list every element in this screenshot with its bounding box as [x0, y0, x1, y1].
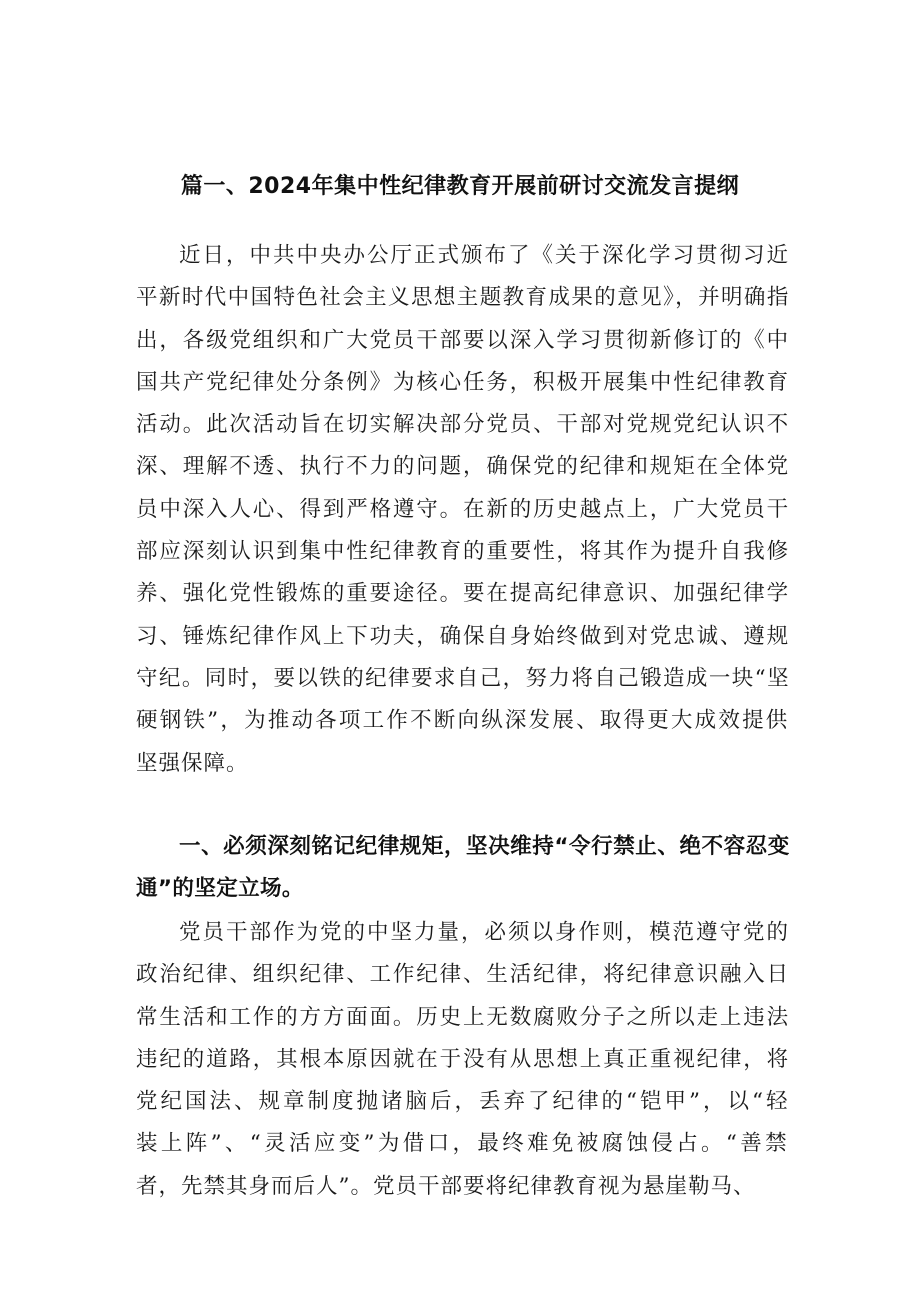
text-line: 国共产党纪律处分条例》为核心任务，积极开展集中性纪律教育 [136, 369, 791, 395]
text-line: 党纪国法、规章制度抛诸脑后，丢弃了纪律的“铠甲”，以“轻 [136, 1089, 791, 1115]
heading-line: 通”的坚定立场。 [136, 876, 304, 902]
text-line: 政治纪律、组织纪律、工作纪律、生活纪律，将纪律意识融入日 [136, 962, 791, 988]
text-line: 者，先禁其身而后人”。党员干部要将纪律教育视为悬崖勒马、 [136, 1173, 756, 1199]
text-line: 活动。此次活动旨在切实解决部分党员、干部对党规党纪认识不 [136, 412, 791, 438]
document-title: 篇一、2024年集中性纪律教育开展前研讨交流发言提纲 [180, 174, 740, 199]
text-line: 出，各级党组织和广大党员干部要以深入学习贯彻新修订的《中 [136, 327, 791, 353]
text-line: 习、锤炼纪律作风上下功夫，确保自身始终做到对党忠诚、遵规 [136, 623, 791, 649]
text-line: 硬钢铁”，为推动各项工作不断向纵深发展、取得更大成效提供 [136, 708, 790, 734]
text-line: 养、强化党性锻炼的重要途径。要在提高纪律意识、加强纪律学 [136, 581, 791, 607]
text-line: 近日，中共中央办公厅正式颁布了《关于深化学习贯彻习近 [179, 243, 791, 268]
text-line: 党员干部作为党的中坚力量，必须以身作则，模范遵守党的 [179, 920, 791, 945]
text-line: 平新时代中国特色社会主义思想主题教育成果的意见》，并明确指 [136, 285, 790, 311]
heading-line: 一、必须深刻铭记纪律规矩，坚决维持“令行禁止、绝不容忍变 [179, 834, 790, 859]
paragraph-intro [136, 235, 790, 785]
text-line: 装上阵”、“灵活应变”为借口，最终难免被腐蚀侵占。“善禁 [136, 1131, 790, 1157]
text-line: 违纪的道路，其根本原因就在于没有从思想上真正重视纪律，将 [136, 1046, 791, 1072]
section-heading-1 [136, 826, 790, 911]
text-line: 坚强保障。 [136, 750, 249, 776]
text-line: 常生活和工作的方方面面。历史上无数腐败分子之所以走上违法 [136, 1004, 791, 1030]
text-line: 深、理解不透、执行不力的问题，确保党的纪律和规矩在全体党 [136, 454, 791, 480]
text-line: 员中深入人心、得到严格遵守。在新的历史越点上，广大党员干 [136, 496, 791, 522]
text-line: 部应深刻认识到集中性纪律教育的重要性，将其作为提升自我修 [136, 539, 791, 565]
paragraph-section-1 [136, 912, 790, 1208]
text-line: 守纪。同时，要以铁的纪律要求自己，努力将自己锻造成一块“坚 [136, 665, 790, 691]
